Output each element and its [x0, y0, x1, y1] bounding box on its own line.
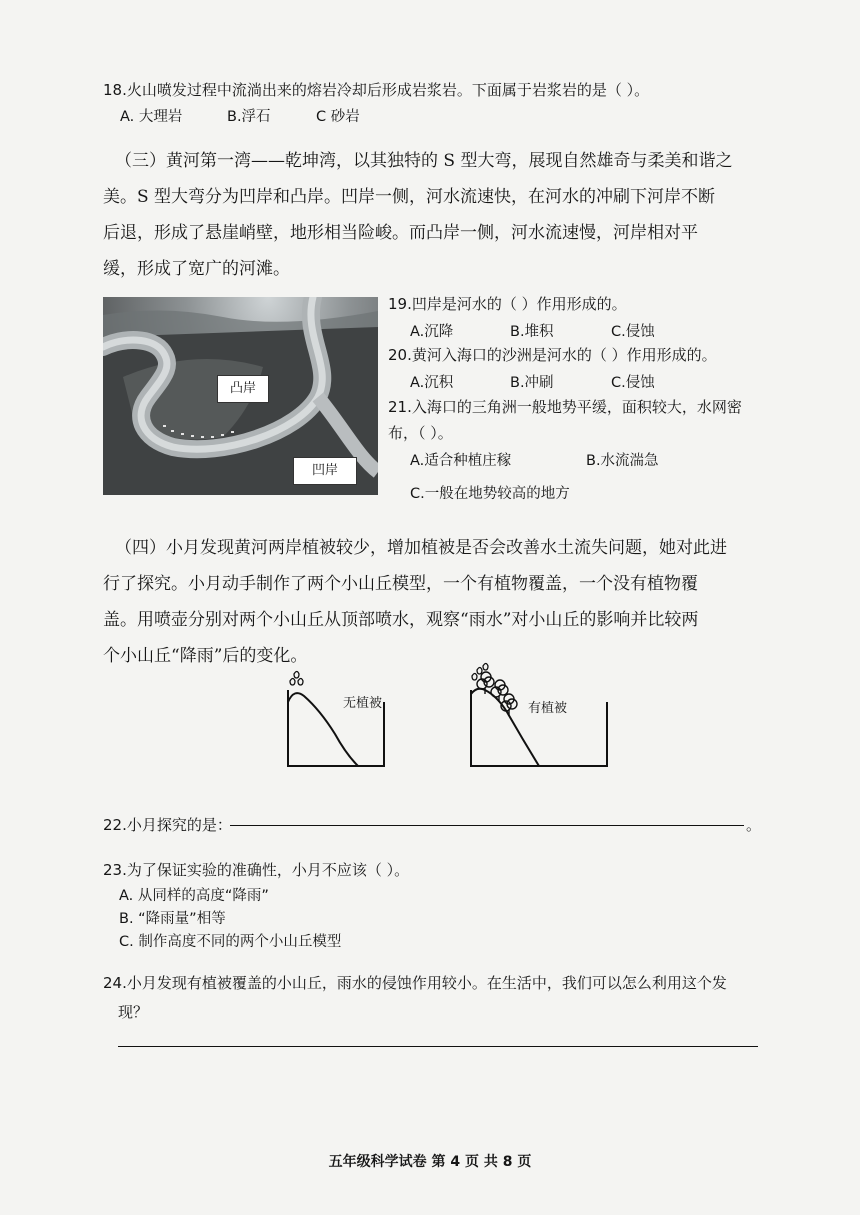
- question-23-option-c: C. 制作高度不同的两个小山丘模型: [119, 934, 342, 950]
- question-21-option-c: C.一般在地势较高的地方: [410, 486, 570, 502]
- question-24-answer-line[interactable]: [118, 1046, 758, 1047]
- vegetation-label: 有植被: [528, 701, 568, 716]
- concave-bank-label: 凹岸: [293, 457, 357, 485]
- question-22-text: 22.小月探究的是：: [103, 816, 232, 834]
- question-19-option-b: B.堆积: [510, 324, 554, 340]
- question-23-option-b: B. “降雨量”相等: [119, 911, 226, 927]
- paragraph-line: （四）小月发现黄河两岸植被较少，增加植被是否会改善水土流失问题，她对此进: [115, 538, 727, 558]
- section-3-paragraph: [103, 143, 732, 287]
- question-18-text: 18.火山喷发过程中流淌出来的熔岩冷却后形成岩浆岩。下面属于岩浆岩的是（ ）。: [103, 81, 650, 99]
- question-24-text-line-2: 现？: [118, 1003, 149, 1021]
- yellow-river-bend-photo: [103, 297, 378, 495]
- question-20-text: 20.黄河入海口的沙洲是河水的（ ）作用形成的。: [388, 346, 717, 364]
- page-footer: 五年级科学试卷 第 4 页 共 8 页: [328, 1154, 532, 1170]
- question-23-text: 23.为了保证实验的准确性，小月不应该（ ）。: [103, 861, 410, 879]
- question-18-option-a: A. 大理岩: [120, 109, 183, 125]
- question-20-option-b: B.冲刷: [510, 375, 554, 391]
- paragraph-line: （三）黄河第一湾——乾坤湾，以其独特的 S 型大弯，展现自然雄奇与柔美和谐之: [115, 151, 733, 171]
- question-24-text-line-1: 24.小月发现有植被覆盖的小山丘，雨水的侵蚀作用较小。在生活中，我们可以怎么利用这个发: [103, 974, 727, 992]
- question-21-option-b: B.水流湍急: [586, 453, 659, 469]
- paragraph-line: 缓，形成了宽广的河滩。: [103, 259, 290, 279]
- question-22-end-mark: 。: [746, 816, 762, 834]
- question-18-option-b: B.浮石: [227, 109, 271, 125]
- question-22-answer-line[interactable]: [230, 825, 744, 826]
- question-19-text: 19.凹岸是河水的（ ）作用形成的。: [388, 295, 627, 313]
- question-20-option-a: A.沉积: [410, 375, 454, 391]
- paragraph-line: 美。S 型大弯分为凹岸和凸岸。凹岸一侧，河水流速快，在河水的冲刷下河岸不断: [103, 187, 716, 207]
- paragraph-line: 行了探究。小月动手制作了两个小山丘模型，一个有植物覆盖，一个没有植物覆: [103, 574, 698, 594]
- paragraph-line: 个小山丘“降雨”后的变化。: [103, 646, 308, 666]
- question-21-text-line-2: 布，（ ）。: [388, 424, 453, 442]
- question-19-option-a: A.沉降: [410, 324, 454, 340]
- question-21-text-line-1: 21.入海口的三角洲一般地势平缓，面积较大，水网密: [388, 398, 742, 416]
- paragraph-line: 后退，形成了悬崖峭壁，地形相当险峻。而凸岸一侧，河水流速慢，河岸相对平: [103, 223, 698, 243]
- question-20-option-c: C.侵蚀: [611, 375, 655, 391]
- section-4-paragraph: [103, 530, 727, 674]
- question-19-option-c: C.侵蚀: [611, 324, 655, 340]
- convex-bank-label: 凸岸: [217, 375, 269, 403]
- question-23-option-a: A. 从同样的高度“降雨”: [119, 888, 269, 904]
- no-vegetation-label: 无植被: [343, 696, 383, 711]
- vegetation-hill-diagram: [463, 662, 613, 770]
- paragraph-line: 盖。用喷壶分别对两个小山丘从顶部喷水，观察“雨水”对小山丘的影响并比较两: [103, 610, 699, 630]
- question-18-option-c: C 砂岩: [316, 109, 360, 125]
- question-21-option-a: A.适合种植庄稼: [410, 453, 512, 469]
- no-vegetation-hill-diagram: [280, 662, 390, 770]
